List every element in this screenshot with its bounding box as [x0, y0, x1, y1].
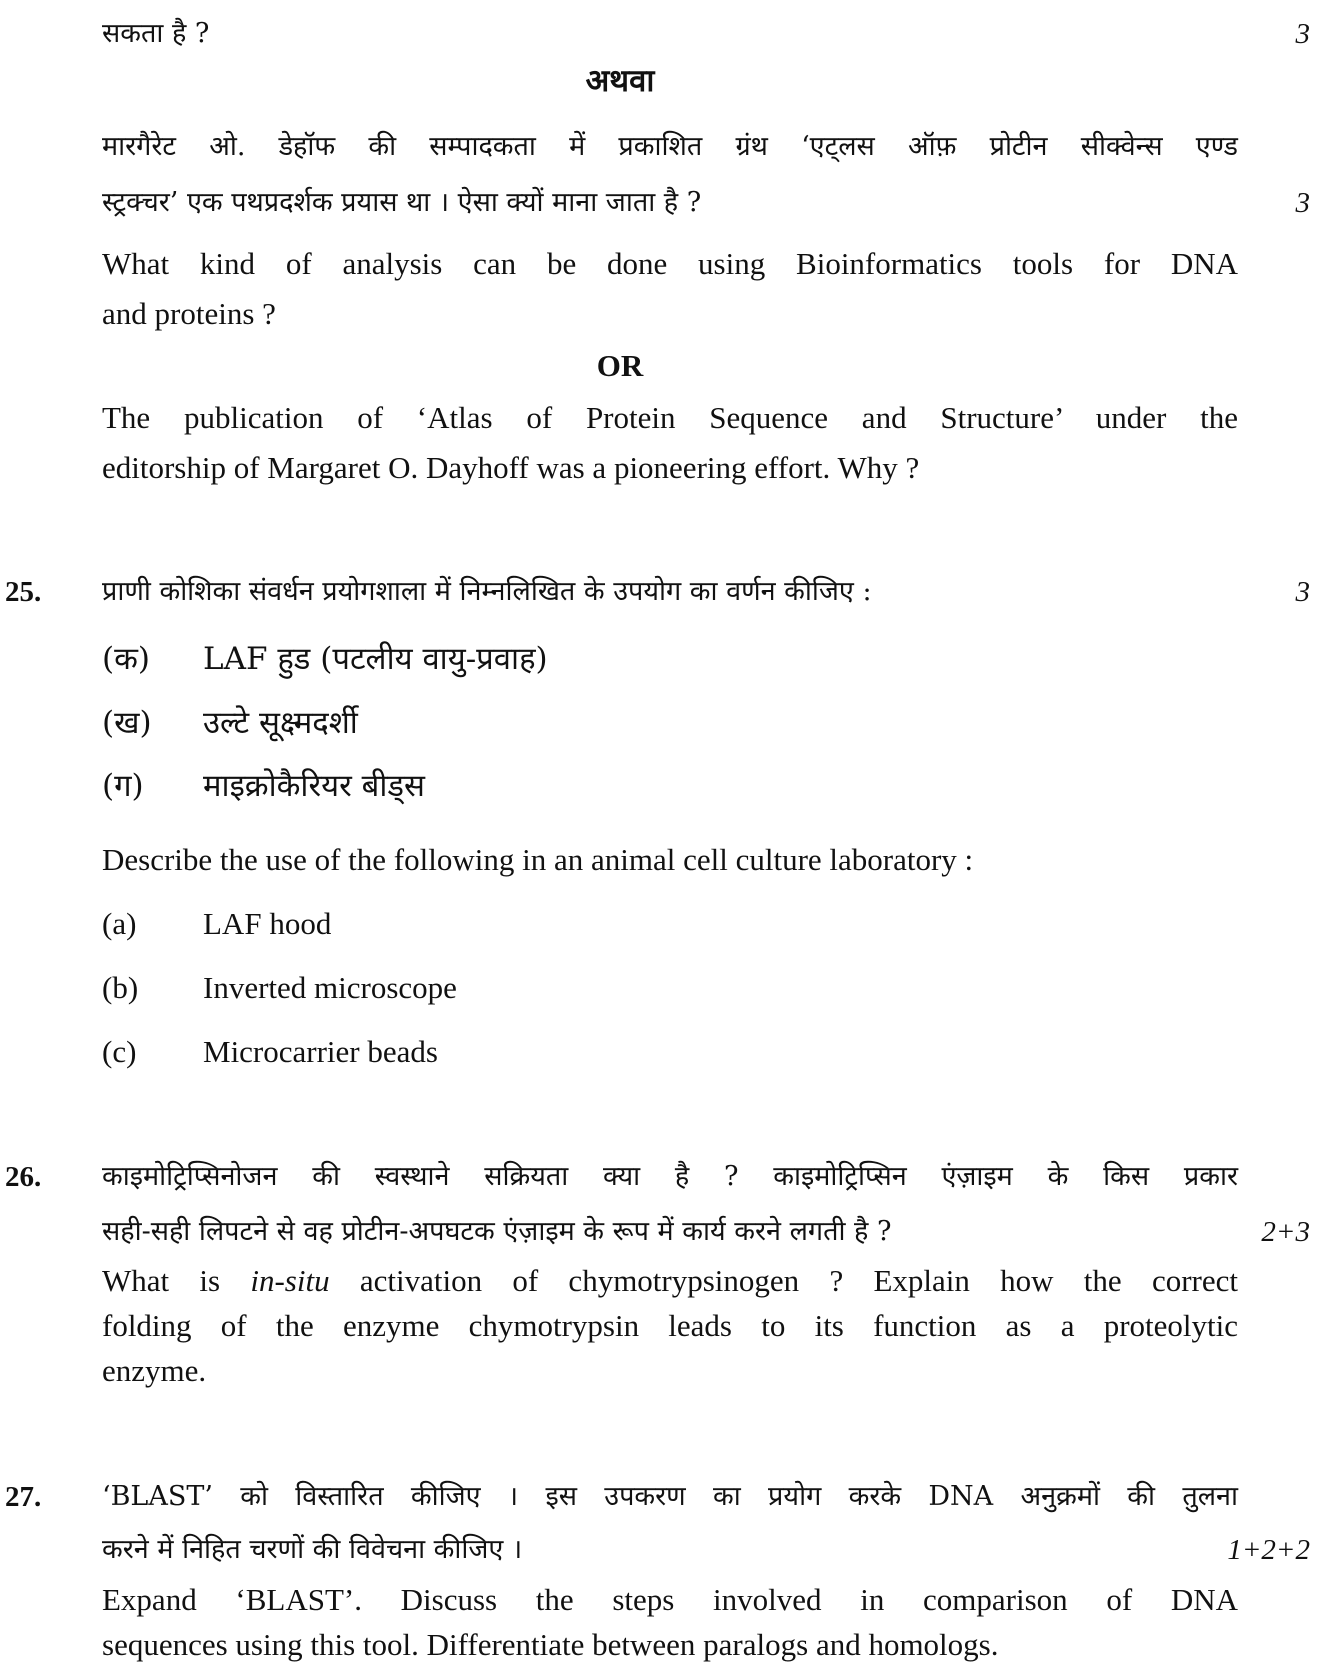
- q27-number: 27.: [5, 1481, 42, 1513]
- item-label: (a): [102, 906, 137, 941]
- item-text: उल्टे सूक्ष्मदर्शी: [203, 705, 358, 741]
- q24-english-line1: What kind of analysis can be done using Bioinformatics tools for DNA: [102, 246, 1238, 281]
- q27-english-line1: Expand ‘BLAST’. Discuss the steps involved in comparison of DNA: [102, 1582, 1238, 1617]
- q26-english-line3: enzyme.: [102, 1353, 207, 1388]
- q26-hindi-line2: सही-सही लिपटने से वह प्रोटीन-अपघटक एंज़ाइम के रूप में कार्य करने लगती है ?: [102, 1216, 892, 1247]
- q24-marks: 3: [1295, 18, 1310, 50]
- q24-english-or-line2: editorship of Margaret O. Dayhoff was a pioneering effort. Why ?: [102, 450, 920, 485]
- or-english: OR: [596, 348, 644, 383]
- q24-english-or-line1: The publication of ‘Atlas of Protein Sequence and Structure’ under the: [102, 400, 1238, 435]
- q25-number: 25.: [5, 576, 42, 608]
- item-label: (क): [102, 641, 150, 677]
- q25-marks: 3: [1295, 576, 1310, 608]
- item-text: LAF हुड (पटलीय वायु-प्रवाह): [203, 641, 548, 677]
- q26-hindi-line1: काइमोट्रिप्सिनोजन की स्वस्थाने सक्रियता क्या है ? काइमोट्रिप्सिन एंज़ाइम के किस प्रकार: [102, 1161, 1238, 1192]
- q26-english-line1: [102, 1263, 1238, 1299]
- text: activation of chymotrypsinogen ? Explain how the correct: [329, 1263, 1238, 1298]
- q24-or-marks: 3: [1295, 187, 1310, 219]
- italic-term: in-situ: [250, 1263, 330, 1298]
- item-text: माइक्रोकैरियर बीड्स: [203, 768, 425, 804]
- q24-english-line2: and proteins ?: [102, 296, 276, 331]
- q24-hindi-or-line2: स्ट्रक्चर’ एक पथप्रदर्शक प्रयास था । ऐसा क्यों माना जाता है ?: [102, 187, 702, 218]
- or-hindi: अथवा: [585, 63, 655, 99]
- q27-english-line2: sequences using this tool. Differentiate between paralogs and homologs.: [102, 1627, 999, 1662]
- q25-hindi: प्राणी कोशिका संवर्धन प्रयोगशाला में निम्नलिखित के उपयोग का वर्णन कीजिए :: [102, 576, 872, 607]
- item-text: Microcarrier beads: [203, 1034, 438, 1069]
- q25-english: Describe the use of the following in an animal cell culture laboratory :: [102, 842, 974, 877]
- text: What is: [102, 1263, 251, 1298]
- q26-number: 26.: [5, 1161, 42, 1193]
- item-label: (c): [102, 1034, 137, 1069]
- q24-hindi-tail: सकता है ?: [102, 18, 210, 49]
- item-text: Inverted microscope: [203, 970, 457, 1005]
- item-label: (ग): [102, 768, 144, 804]
- q26-english-line2: folding of the enzyme chymotrypsin leads to its function as a proteolytic: [102, 1308, 1238, 1343]
- q24-hindi-or-line1: मारगैरेट ओ. डेहॉफ की सम्पादकता में प्रकाशित ग्रंथ ‘एट्लस ऑफ़ प्रोटीन सीक्वेन्स एण्ड: [102, 131, 1238, 162]
- q26-marks: 2+3: [1261, 1216, 1310, 1248]
- q27-hindi-line2: करने में निहित चरणों की विवेचना कीजिए ।: [102, 1534, 523, 1565]
- item-label: (ख): [102, 705, 152, 741]
- item-label: (b): [102, 970, 139, 1005]
- item-text: LAF hood: [203, 906, 332, 941]
- q27-hindi-line1: ‘BLAST’ को विस्तारित कीजिए । इस उपकरण का प्रयोग करके DNA अनुक्रमों की तुलना: [102, 1481, 1238, 1512]
- q27-marks: 1+2+2: [1227, 1534, 1310, 1566]
